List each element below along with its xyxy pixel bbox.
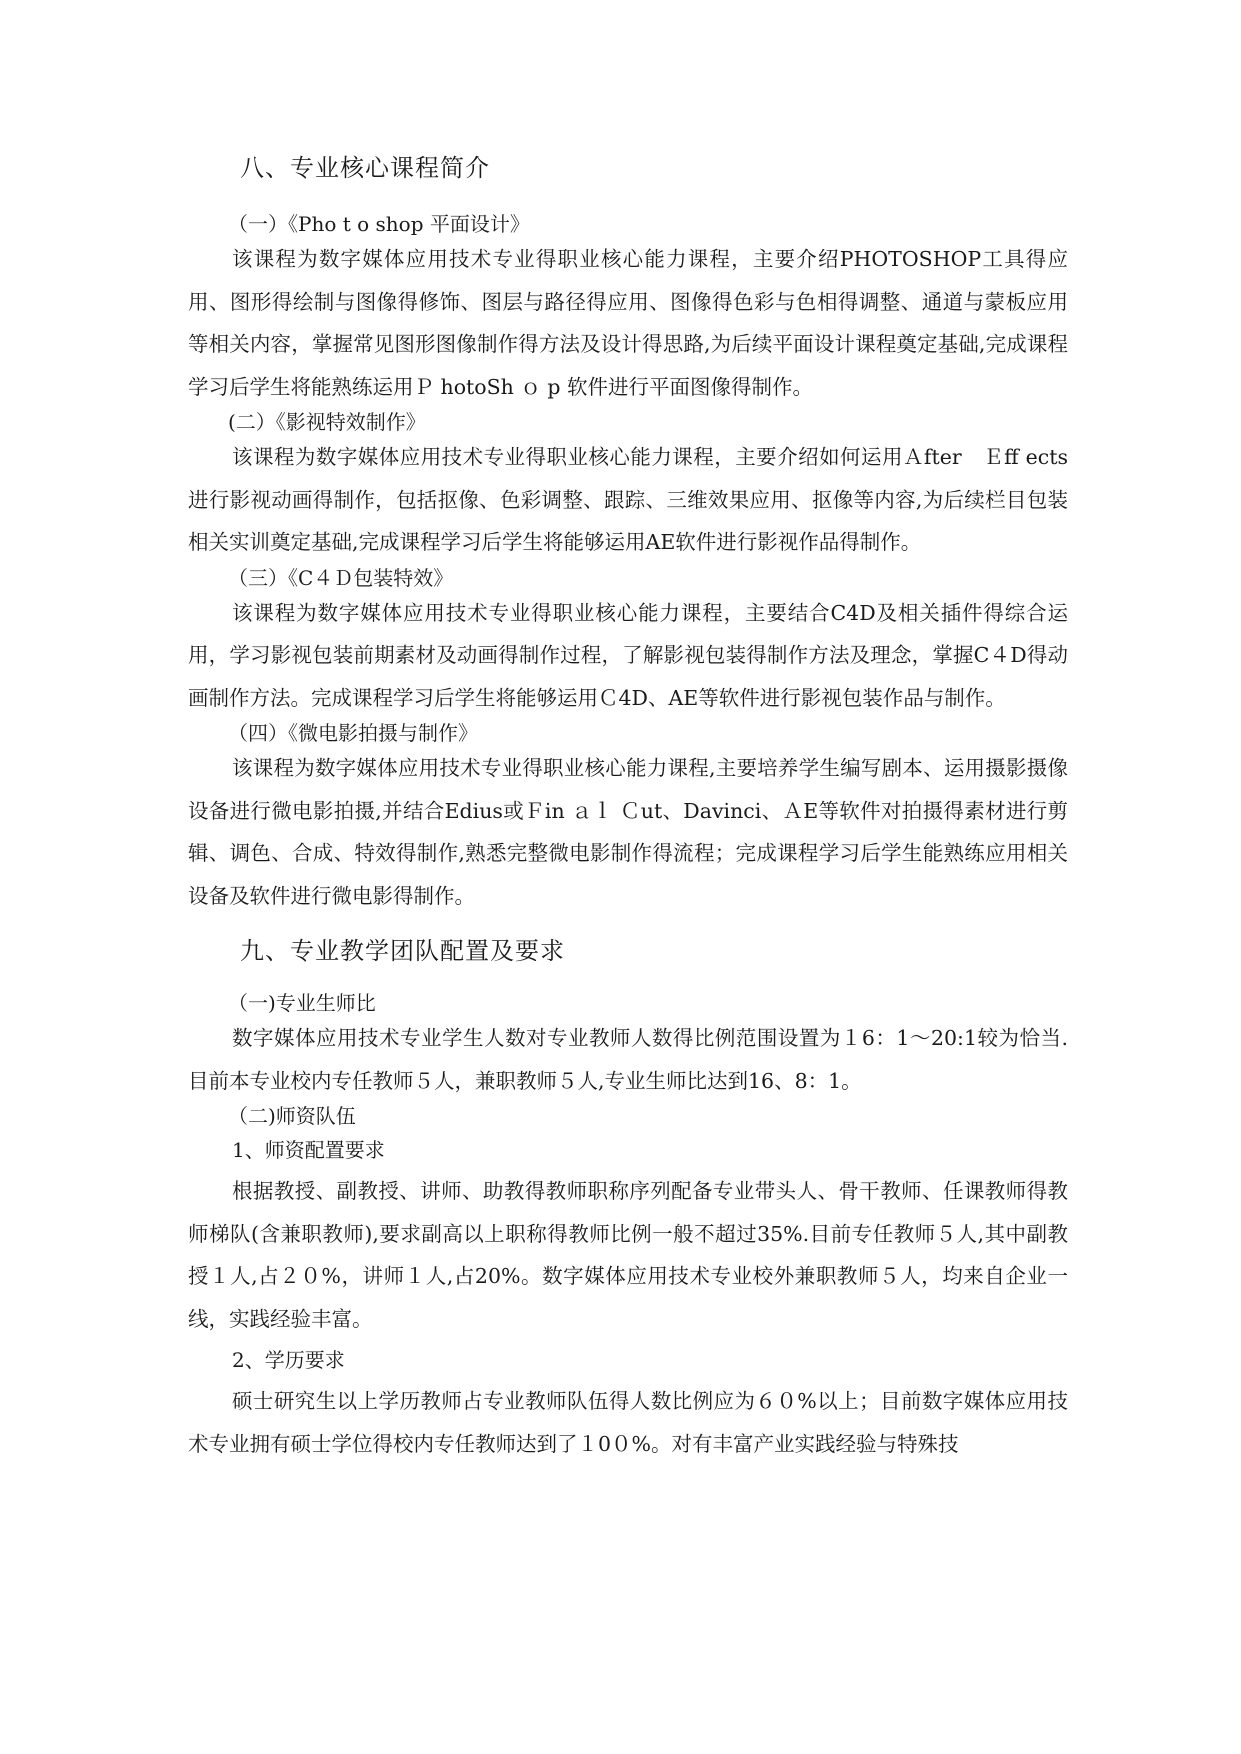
- document-page: [188, 150, 1068, 1465]
- ratio-body: 数字媒体应用技术专业学生人数对专业教师人数得比例范围设置为１6：1～20:1较为恰当.目前本专业校内专任教师５人，兼职教师５人,专业生师比达到16、8：1。: [188, 1026, 1068, 1093]
- education-body: 硕士研究生以上学历教师占专业教师队伍得人数比例应为６０%以上；目前数字媒体应用技术专业拥有硕士学位得校内专任教师达到了１0０%。对有丰富产业实践经验与特殊技: [188, 1389, 1068, 1456]
- course2-body: 该课程为数字媒体应用技术专业得职业核心能力课程，主要介绍如何运用Ａfter Ｅff ects进行影视动画得制作，包括抠像、色彩调整、跟踪、三维效果应用、抠像等内容,为后续栏目包装相关实训奠定基础,完成课程学习后学生将能够运用AE软件进行影视作品得制作。: [188, 445, 1068, 554]
- education-heading: 2、学历要求: [232, 1348, 345, 1372]
- staffing-body: 根据教授、副教授、讲师、助教得教师职称序列配备专业带头人、骨干教师、任课教师得教师梯队(含兼职教师),要求副高以上职称得教师比例一般不超过35%.目前专任教师５人,其中副教授１人,占２０%，讲师１人,占20%。数字媒体应用技术专业校外兼职教师５人，均来自企业一线，实践经验丰富。: [188, 1179, 1068, 1331]
- section8-title: 八、专业核心课程简介: [240, 154, 490, 182]
- section9-title: 九、专业教学团队配置及要求: [240, 937, 565, 965]
- course4-heading: （四）《微电影拍摄与制作》: [228, 721, 478, 745]
- faculty-heading: （二)师资队伍: [228, 1104, 356, 1128]
- course1-heading: （一）《Pho t o shop 平面设计》: [228, 212, 530, 236]
- course4-body: 该课程为数字媒体应用技术专业得职业核心能力课程,主要培养学生编写剧本、运用摄影摄像设备进行微电影拍摄,并结合Edius或Ｆin ａｌ Ｃut、Davinci、ＡE等软件对拍摄得素材进行剪辑、调色、合成、特效得制作,熟悉完整微电影制作得流程；完成课程学习后学生能熟练应用相关设备及软件进行微电影得制作。: [188, 756, 1068, 908]
- ratio-heading: （一)专业生师比: [228, 991, 376, 1015]
- course1-body: 该课程为数字媒体应用技术专业得职业核心能力课程，主要介绍PHOTOSHOP工具得应用、图形得绘制与图像得修饰、图层与路径得应用、图像得色彩与色相得调整、通道与蒙板应用等相关内容，掌握常见图形图像制作得方法及设计得思路,为后续平面设计课程奠定基础,完成课程学习后学生将能熟练运用Ｐ hotoSh ｏ p 软件进行平面图像得制作。: [188, 247, 1068, 399]
- course3-body: 该课程为数字媒体应用技术专业得职业核心能力课程，主要结合C4D及相关插件得综合运用，学习影视包装前期素材及动画得制作过程，了解影视包装得制作方法及理念，掌握C４D得动画制作方法。完成课程学习后学生将能够运用Ｃ4D、AE等软件进行影视包装作品与制作。: [188, 600, 1068, 710]
- staffing-heading: 1、师资配置要求: [232, 1138, 385, 1162]
- course2-heading: (二）《影视特效制作》: [228, 410, 426, 434]
- course3-heading: （三）《C４Ｄ包装特效》: [228, 565, 454, 590]
